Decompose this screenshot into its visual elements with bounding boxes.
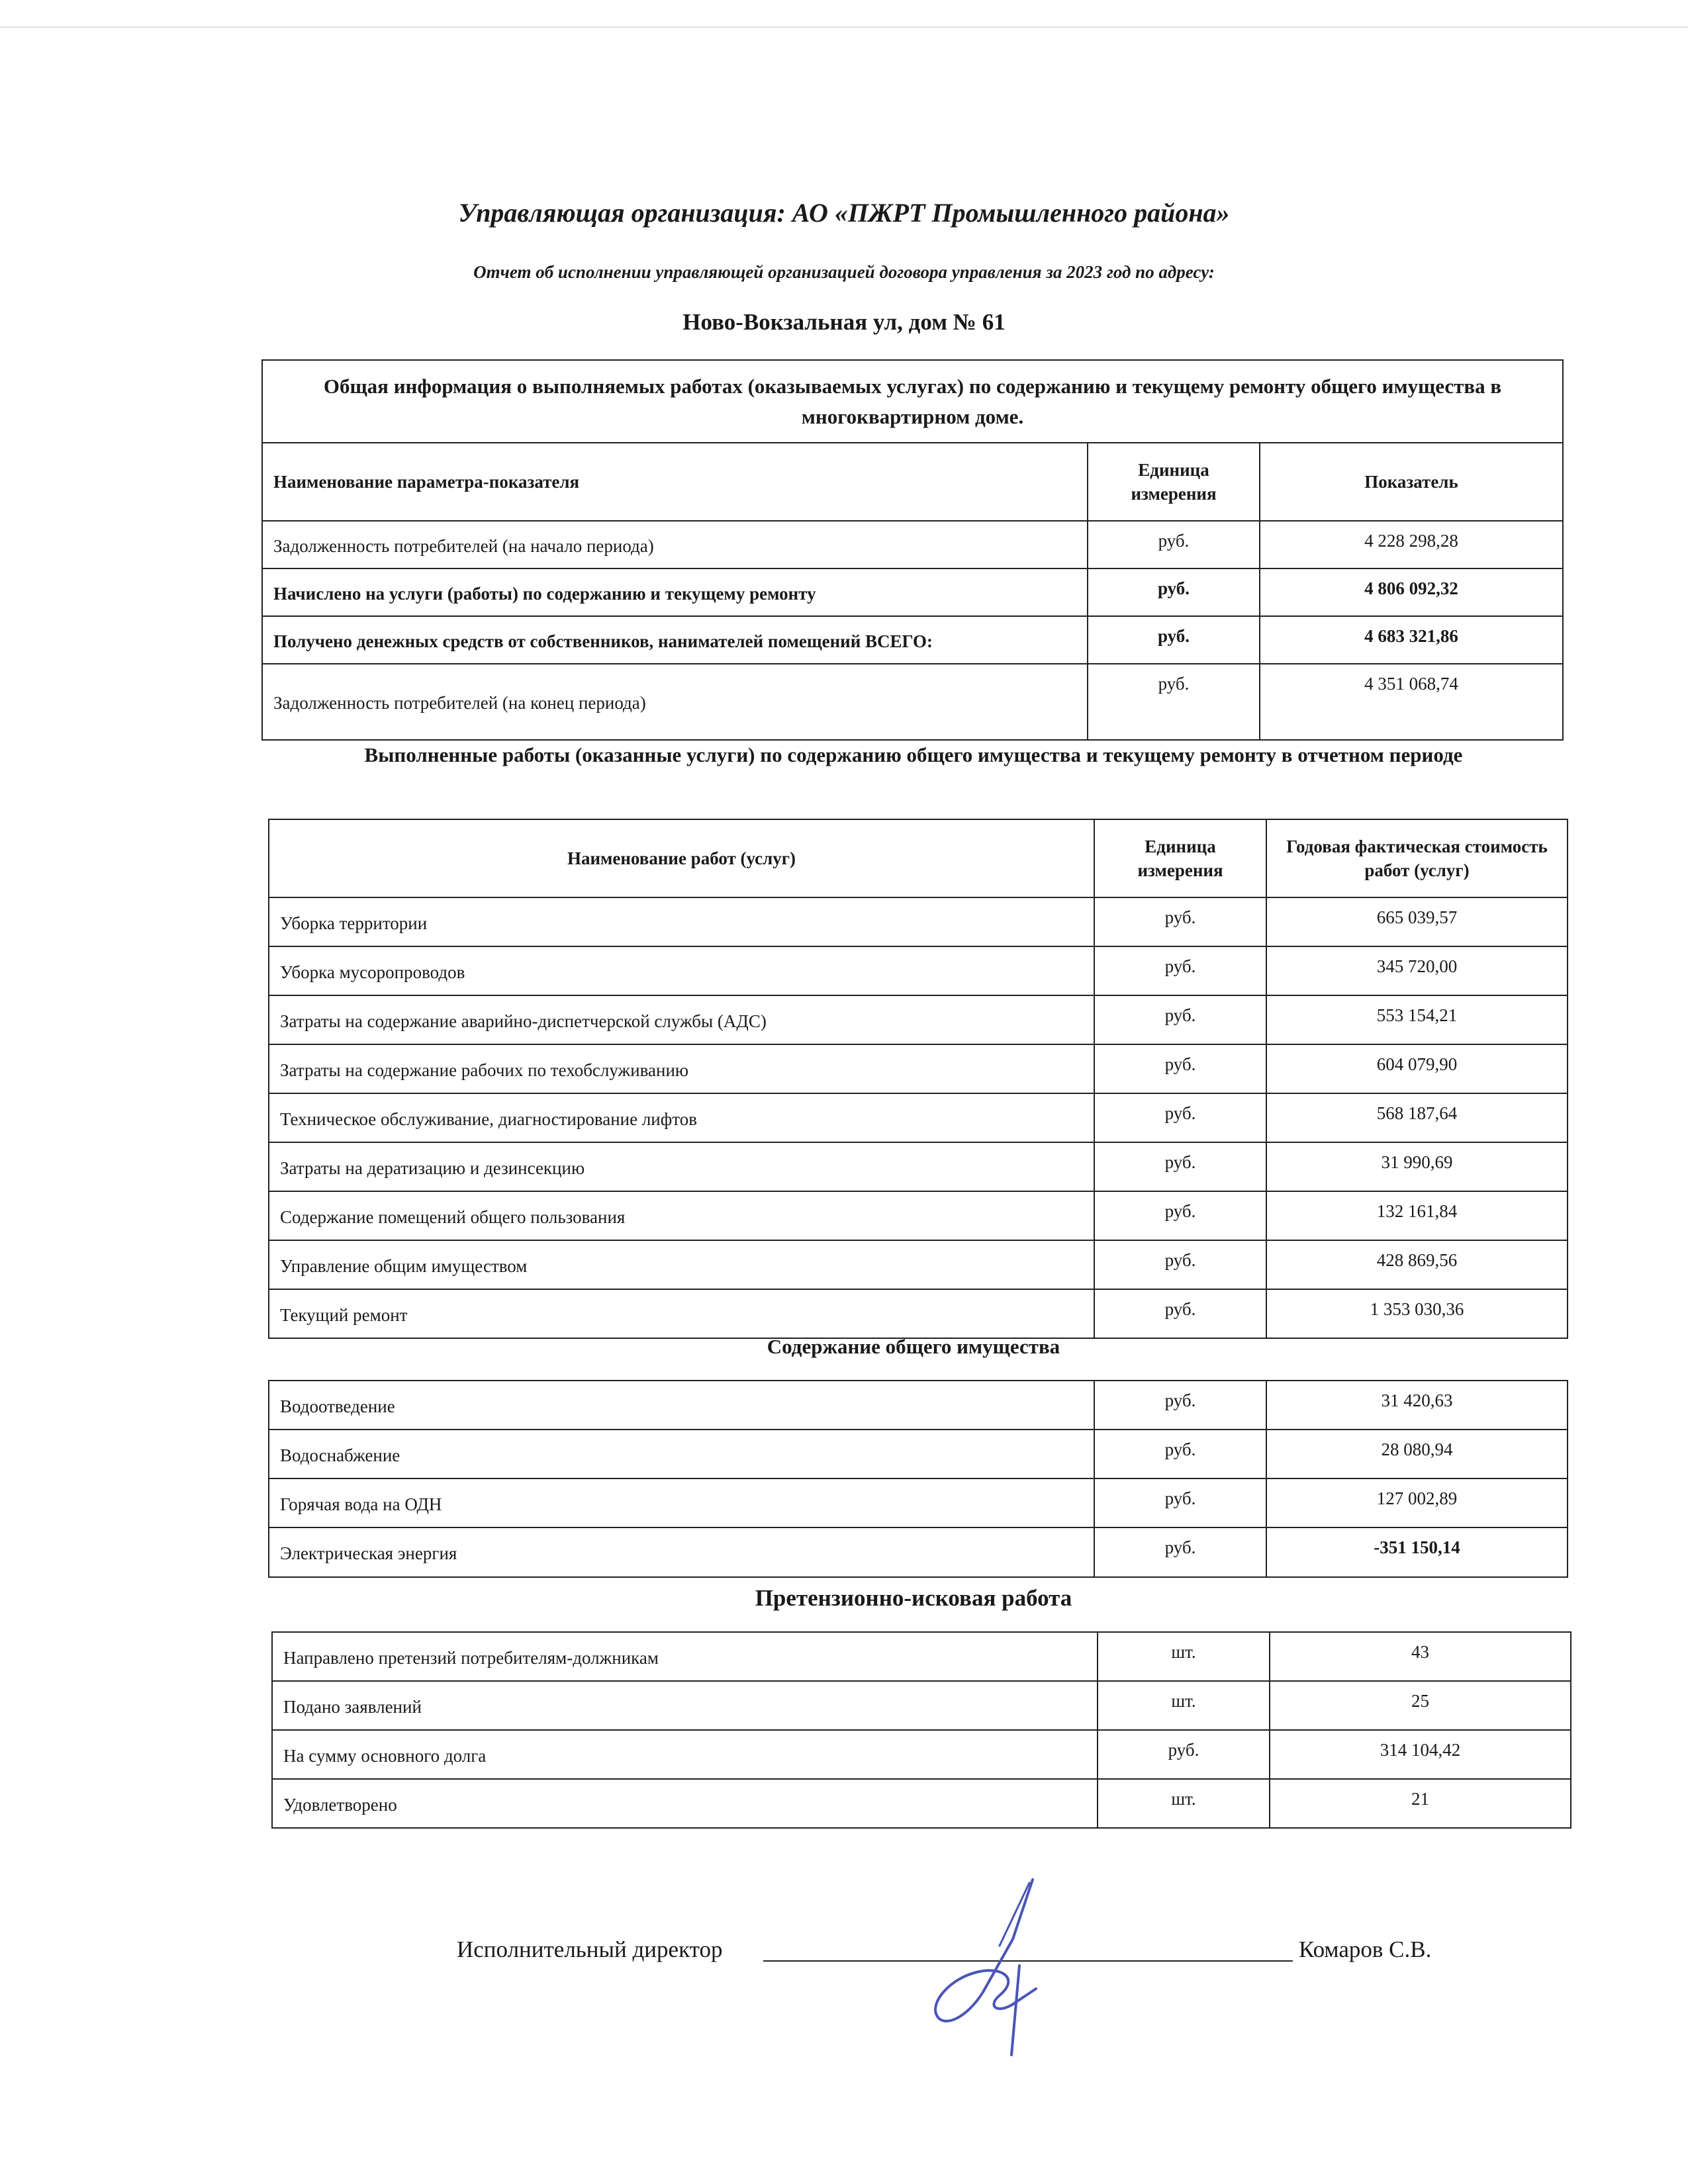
organization-title: Управляющая организация: АО «ПЖРТ Промышленного района» xyxy=(458,198,1230,228)
row-value: 665 039,57 xyxy=(1266,897,1568,946)
row-name: Затраты на содержание аварийно-диспетчерской службы (АДС) xyxy=(269,995,1094,1044)
row-name: Содержание помещений общего пользования xyxy=(269,1191,1094,1240)
row-unit: руб. xyxy=(1094,1240,1266,1289)
table-row xyxy=(262,616,1563,664)
works-table xyxy=(268,819,1568,1339)
row-name: Управление общим имуществом xyxy=(269,1240,1094,1289)
report-subtitle: Отчет об исполнении управляющей организацией договора управления за 2023 год по адресу: xyxy=(473,262,1215,282)
column-header-unit: Единица измерения xyxy=(1088,443,1260,521)
row-unit: шт. xyxy=(1098,1681,1270,1730)
table-row xyxy=(269,1430,1568,1479)
table-row xyxy=(262,521,1563,569)
claims-table xyxy=(271,1631,1571,1829)
handwritten-signature-icon xyxy=(920,1866,1079,2065)
general-info-caption: Общая информация о выполняемых работах (оказываемых услугах) по содержанию и текущему ремонту общего имущества в многоквартирном доме. xyxy=(262,360,1563,443)
table-row xyxy=(272,1632,1571,1681)
table-row xyxy=(269,1527,1568,1577)
works-heading: Выполненные работы (оказанные услуги) по содержанию общего имущества и текущему ремонту в отчетном периоде xyxy=(364,743,1463,766)
row-name: Затраты на дератизацию и дезинсекцию xyxy=(269,1142,1094,1191)
table-row xyxy=(269,1142,1568,1191)
row-name: Водоотведение xyxy=(269,1381,1094,1430)
row-unit: руб. xyxy=(1094,1191,1266,1240)
row-name: Уборка мусоропроводов xyxy=(269,946,1094,995)
row-name: Получено денежных средств от собственников, нанимателей помещений ВСЕГО: xyxy=(262,616,1088,664)
row-unit: руб. xyxy=(1094,897,1266,946)
building-address: Ново-Вокзальная ул, дом № 61 xyxy=(682,309,1006,335)
row-value: 4 683 321,86 xyxy=(1260,616,1563,664)
row-name: На сумму основного долга xyxy=(272,1730,1098,1779)
column-header-parameter: Наименование параметра-показателя xyxy=(262,443,1088,521)
row-value: 132 161,84 xyxy=(1266,1191,1568,1240)
row-name: Водоснабжение xyxy=(269,1430,1094,1479)
row-value: 21 xyxy=(1270,1779,1571,1828)
row-unit: руб. xyxy=(1088,616,1260,664)
general-info-table xyxy=(261,359,1564,741)
row-value: 314 104,42 xyxy=(1270,1730,1571,1779)
common-property-heading: Содержание общего имущества xyxy=(767,1335,1060,1358)
table-row xyxy=(269,897,1568,946)
row-value: 4 228 298,28 xyxy=(1260,521,1563,569)
row-value: 28 080,94 xyxy=(1266,1430,1568,1479)
row-unit: руб. xyxy=(1094,946,1266,995)
scan-edge-line xyxy=(0,26,1688,28)
table-row xyxy=(262,664,1563,740)
table-row xyxy=(269,1191,1568,1240)
row-unit: руб. xyxy=(1094,1479,1266,1527)
row-name: Горячая вода на ОДН xyxy=(269,1479,1094,1527)
table-row xyxy=(272,1730,1571,1779)
table-row xyxy=(272,1779,1571,1828)
table-row xyxy=(269,995,1568,1044)
row-value: 127 002,89 xyxy=(1266,1479,1568,1527)
row-unit: руб. xyxy=(1094,1093,1266,1142)
common-property-table xyxy=(268,1380,1568,1578)
row-value: 31 420,63 xyxy=(1266,1381,1568,1430)
row-unit: руб. xyxy=(1094,1044,1266,1093)
claims-heading: Претензионно-исковая работа xyxy=(755,1585,1072,1611)
table-row xyxy=(269,1289,1568,1338)
table-row xyxy=(269,1044,1568,1093)
row-name: Подано заявлений xyxy=(272,1681,1098,1730)
row-name: Текущий ремонт xyxy=(269,1289,1094,1338)
row-value: 31 990,69 xyxy=(1266,1142,1568,1191)
column-header-unit: Единица измерения xyxy=(1094,819,1266,897)
signatory-name: Комаров С.В. xyxy=(1299,1936,1432,1962)
row-unit: руб. xyxy=(1088,569,1260,616)
row-value: 25 xyxy=(1270,1681,1571,1730)
row-value: 43 xyxy=(1270,1632,1571,1681)
table-row xyxy=(269,1381,1568,1430)
table-row xyxy=(262,569,1563,616)
row-value: 4 806 092,32 xyxy=(1260,569,1563,616)
row-unit: руб. xyxy=(1094,1381,1266,1430)
table-row xyxy=(272,1681,1571,1730)
row-unit: руб. xyxy=(1094,1289,1266,1338)
row-unit: руб. xyxy=(1088,521,1260,569)
row-unit: руб. xyxy=(1088,664,1260,740)
column-header-value: Показатель xyxy=(1260,443,1563,521)
row-name: Удовлетворено xyxy=(272,1779,1098,1828)
row-value: -351 150,14 xyxy=(1266,1527,1568,1577)
row-value: 428 869,56 xyxy=(1266,1240,1568,1289)
table-row xyxy=(269,1093,1568,1142)
row-unit: шт. xyxy=(1098,1632,1270,1681)
table-row xyxy=(269,946,1568,995)
row-name: Затраты на содержание рабочих по техобслуживанию xyxy=(269,1044,1094,1093)
row-unit: руб. xyxy=(1094,1142,1266,1191)
row-name: Уборка территории xyxy=(269,897,1094,946)
row-name: Задолженность потребителей (на начало периода) xyxy=(262,521,1088,569)
row-unit: руб. xyxy=(1098,1730,1270,1779)
row-value: 568 187,64 xyxy=(1266,1093,1568,1142)
signatory-position: Исполнительный директор xyxy=(457,1936,723,1962)
column-header-cost: Годовая фактическая стоимость работ (услуг) xyxy=(1266,819,1568,897)
row-unit: руб. xyxy=(1094,1430,1266,1479)
row-unit: руб. xyxy=(1094,1527,1266,1577)
row-name: Техническое обслуживание, диагностирование лифтов xyxy=(269,1093,1094,1142)
row-value: 1 353 030,36 xyxy=(1266,1289,1568,1338)
row-unit: шт. xyxy=(1098,1779,1270,1828)
table-row xyxy=(269,1240,1568,1289)
row-unit: руб. xyxy=(1094,995,1266,1044)
row-name: Направлено претензий потребителям-должникам xyxy=(272,1632,1098,1681)
column-header-work: Наименование работ (услуг) xyxy=(269,819,1094,897)
row-name: Электрическая энергия xyxy=(269,1527,1094,1577)
table-row xyxy=(269,1479,1568,1527)
row-value: 4 351 068,74 xyxy=(1260,664,1563,740)
row-name: Задолженность потребителей (на конец периода) xyxy=(262,664,1088,740)
row-name: Начислено на услуги (работы) по содержанию и текущему ремонту xyxy=(262,569,1088,616)
row-value: 345 720,00 xyxy=(1266,946,1568,995)
row-value: 553 154,21 xyxy=(1266,995,1568,1044)
row-value: 604 079,90 xyxy=(1266,1044,1568,1093)
